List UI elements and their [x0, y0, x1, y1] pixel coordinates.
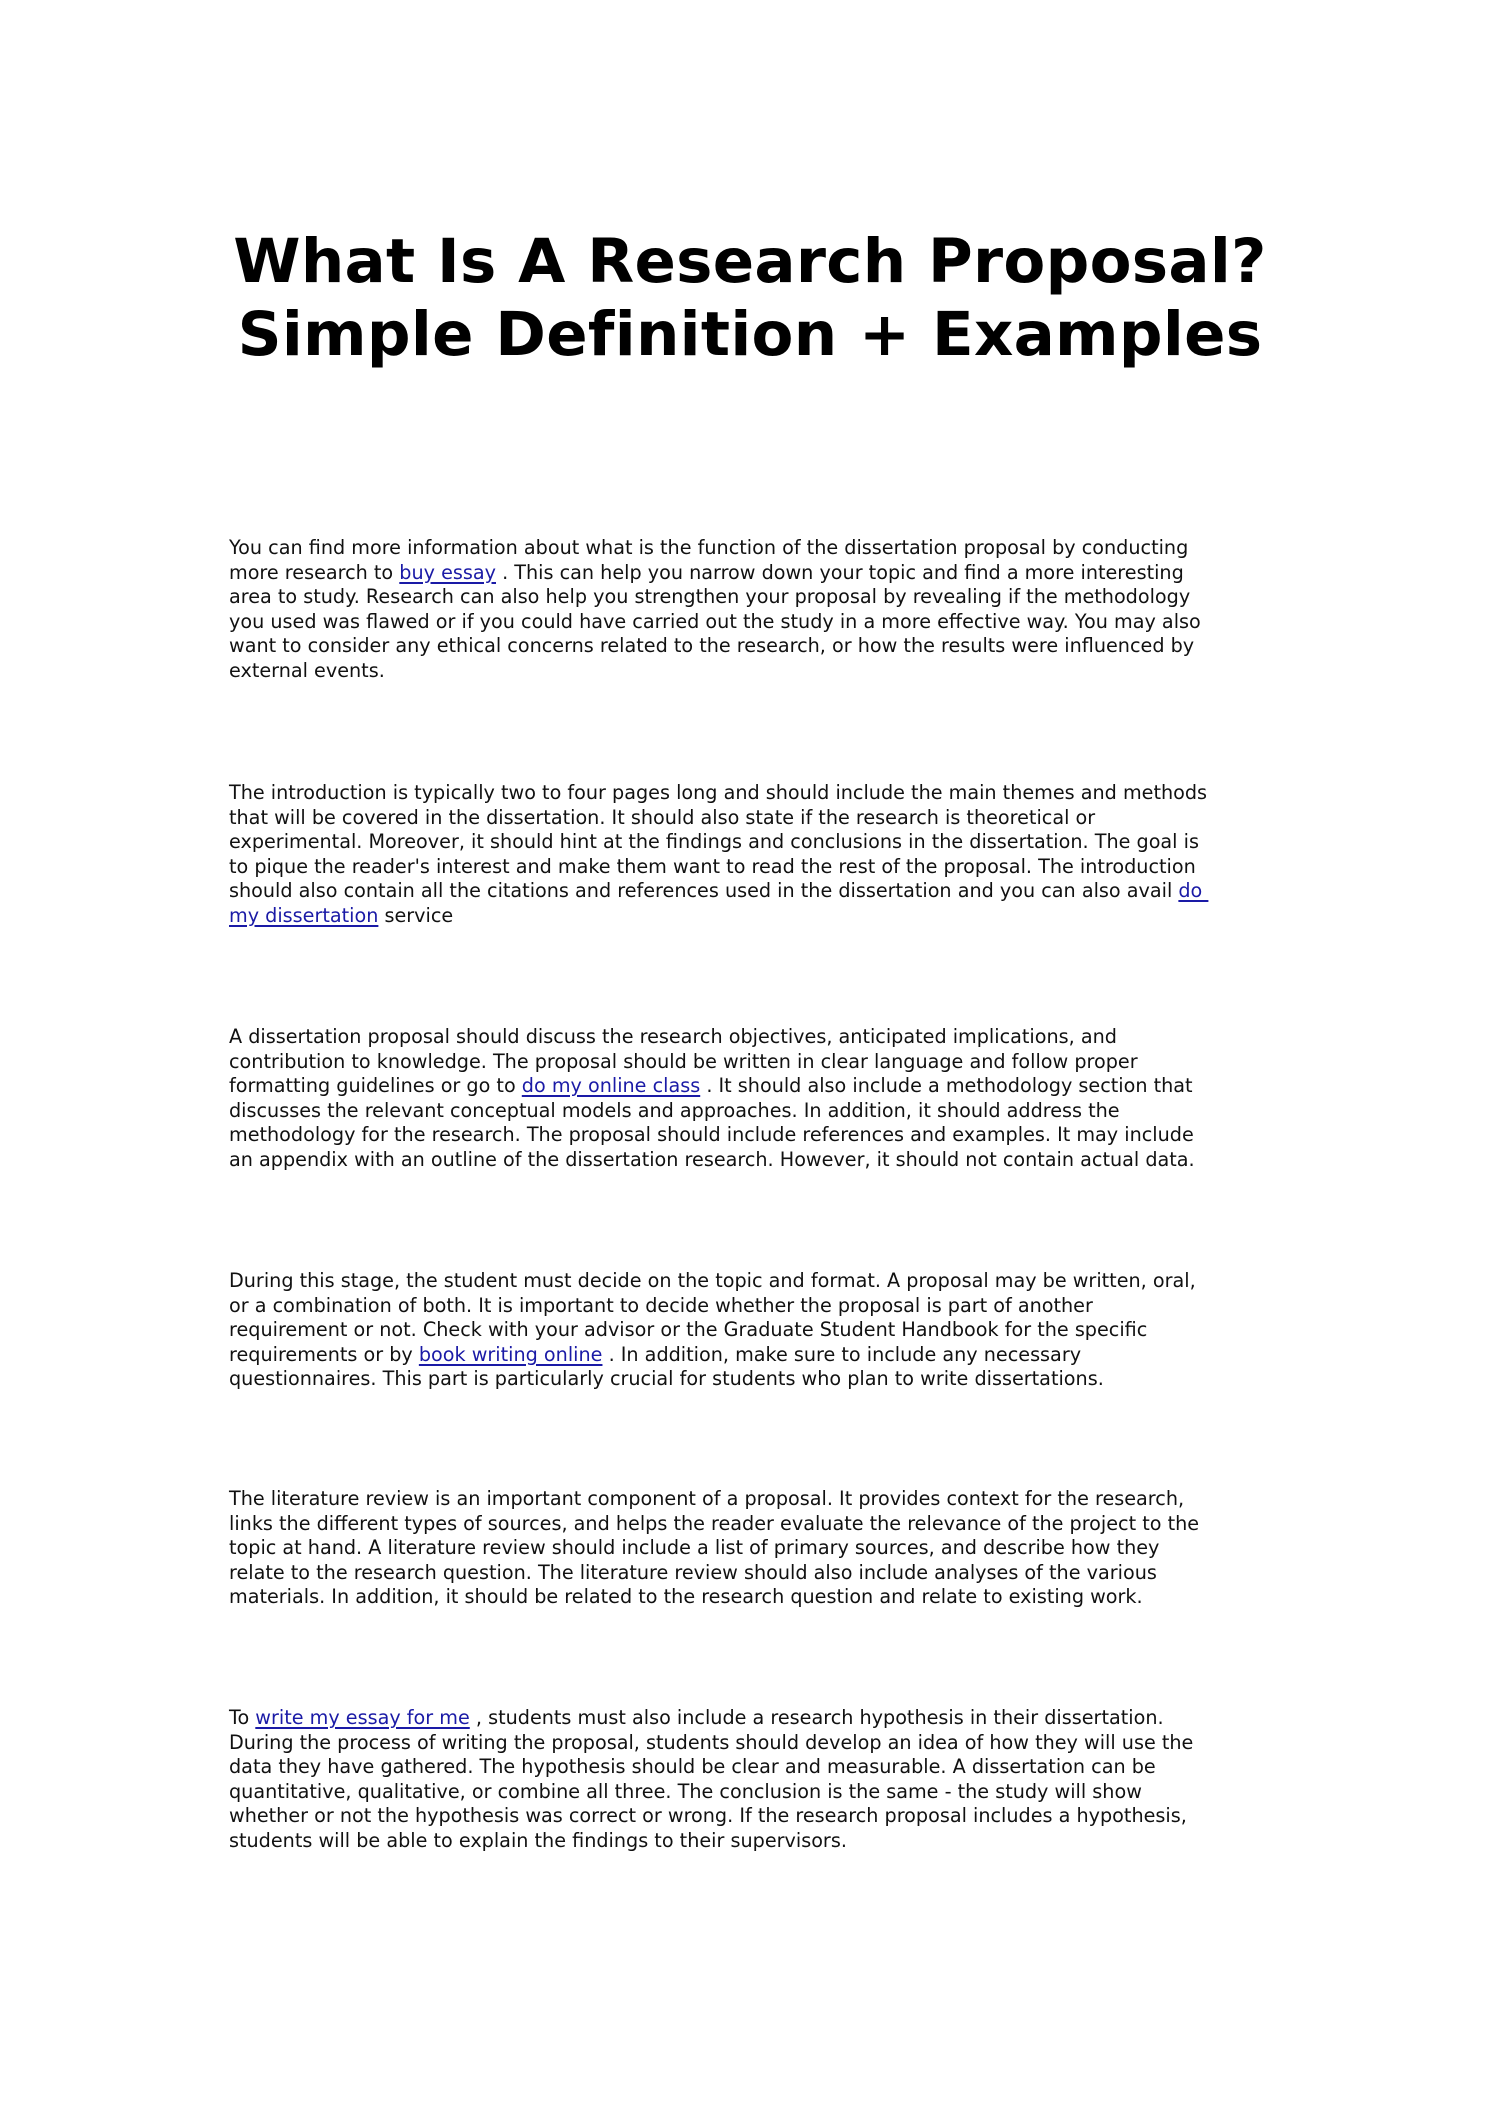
inline-link[interactable]: buy essay: [399, 560, 496, 584]
text-segment: requirement or not. Check with your advisor or the Graduate Student Handbook for the specific: [229, 1318, 1148, 1342]
text-segment: During this stage, the student must decide on the topic and format. A proposal may be written, oral,: [229, 1269, 1196, 1292]
page-title: [0, 225, 1500, 371]
text-segment: , students must also include a research hypothesis in their dissertation.: [469, 1706, 1164, 1729]
text-line: [229, 904, 1309, 929]
text-line: [229, 1148, 1309, 1173]
paragraph-hypothesis: [229, 1706, 1309, 1854]
text-line: [229, 879, 1309, 904]
text-line: [229, 806, 1309, 831]
text-segment: want to consider any ethical concerns related to the research, or how the results were influenced by: [229, 634, 1195, 658]
paragraph-topic-and-format: [229, 1269, 1309, 1392]
text-segment: that will be covered in the dissertation. It should also state if the research is theoretical or: [229, 805, 1096, 829]
text-segment: requirements or by: [229, 1342, 419, 1366]
text-line: [229, 781, 1309, 806]
text-line: [229, 1731, 1309, 1756]
text-segment: formatting guidelines or go to: [229, 1074, 522, 1098]
text-line: [229, 634, 1309, 659]
text-line: [229, 1123, 1309, 1148]
text-segment: . In addition, make sure to include any necessary: [602, 1342, 1082, 1366]
inline-link[interactable]: write my essay for me: [255, 1706, 470, 1729]
text-line: [229, 1343, 1309, 1368]
text-line: [229, 1099, 1309, 1124]
text-segment: students will be able to explain the findings to their supervisors.: [229, 1828, 847, 1852]
text-segment: service: [378, 903, 454, 927]
text-line: [229, 1512, 1309, 1537]
text-segment: or a combination of both. It is important to decide whether the proposal is part of another: [229, 1293, 1093, 1317]
text-segment: During the process of writing the proposal, students should develop an idea of how they will use the: [229, 1730, 1194, 1754]
text-segment: To: [229, 1706, 256, 1729]
text-segment: experimental. Moreover, it should hint at the findings and conclusions in the dissertation. The goal is: [229, 830, 1199, 854]
inline-link[interactable]: book writing online: [418, 1342, 603, 1366]
text-line: [229, 1367, 1309, 1392]
text-line: [229, 1780, 1309, 1805]
paragraph-function-of-proposal: [229, 536, 1309, 684]
text-line: [229, 1829, 1309, 1854]
text-segment: The introduction is typically two to four pages long and should include the main themes and methods: [229, 781, 1208, 804]
text-segment: you used was flawed or if you could have carried out the study in a more effective way. You may also: [229, 609, 1201, 633]
text-segment: area to study. Research can also help you strengthen your proposal by revealing if the methodology: [229, 585, 1191, 609]
text-line: [229, 1755, 1309, 1780]
text-segment: an appendix with an outline of the dissertation research. However, it should not contain actual data.: [229, 1147, 1195, 1171]
text-line: [229, 1294, 1309, 1319]
text-line: [229, 1706, 1309, 1731]
inline-link[interactable]: do: [1178, 879, 1209, 903]
text-line: [229, 1487, 1309, 1512]
text-line: [229, 1074, 1309, 1099]
text-line: [229, 659, 1309, 684]
text-segment: quantitative, qualitative, or combine all three. The conclusion is the same - the study will show: [229, 1779, 1142, 1803]
text-segment: The literature review is an important component of a proposal. It provides context for the research,: [229, 1487, 1185, 1510]
text-segment: links the different types of sources, and helps the reader evaluate the relevance of the project to the: [229, 1511, 1200, 1535]
text-line: [229, 1050, 1309, 1075]
text-segment: . This can help you narrow down your topic and find a more interesting: [496, 560, 1184, 584]
title-line-2: Simple Definition + Examples: [237, 298, 1263, 370]
text-line: [229, 561, 1309, 586]
text-line: [229, 610, 1309, 635]
paragraph-introduction: [229, 781, 1309, 929]
text-line: [229, 1025, 1309, 1050]
text-segment: more research to: [229, 560, 400, 584]
text-segment: to pique the reader's interest and make them want to read the rest of the proposal. The introduction: [229, 854, 1196, 878]
title-line-1: What Is A Research Proposal?: [233, 225, 1267, 297]
inline-link[interactable]: do my online class: [521, 1074, 701, 1098]
text-segment: discusses the relevant conceptual models and approaches. In addition, it should address the: [229, 1098, 1120, 1122]
text-segment: topic at hand. A literature review should include a list of primary sources, and describe how they: [229, 1536, 1160, 1560]
text-line: [229, 1318, 1309, 1343]
text-line: [229, 1585, 1309, 1610]
text-segment: whether or not the hypothesis was correct or wrong. If the research proposal includes a hypothesis,: [229, 1804, 1187, 1828]
text-segment: contribution to knowledge. The proposal should be written in clear language and follow proper: [229, 1049, 1138, 1073]
text-line: [229, 1269, 1309, 1294]
text-segment: . It should also include a methodology section that: [700, 1074, 1193, 1098]
text-line: [229, 830, 1309, 855]
paragraph-objectives: [229, 1025, 1309, 1173]
text-segment: methodology for the research. The proposal should include references and examples. It may include: [229, 1123, 1194, 1147]
text-line: [229, 1804, 1309, 1829]
text-segment: A dissertation proposal should discuss the research objectives, anticipated implications, and: [229, 1025, 1117, 1048]
text-line: [229, 855, 1309, 880]
text-segment: You can find more information about what is the function of the dissertation proposal by conducting: [229, 536, 1189, 559]
text-segment: materials. In addition, it should be related to the research question and relate to existing work.: [229, 1585, 1143, 1609]
text-segment: should also contain all the citations and references used in the dissertation and you can also avail: [229, 879, 1179, 903]
text-segment: questionnaires. This part is particularly crucial for students who plan to write dissertations.: [229, 1367, 1104, 1391]
text-line: [229, 536, 1309, 561]
text-line: [229, 1561, 1309, 1586]
text-segment: external events.: [229, 658, 385, 682]
text-line: [229, 1536, 1309, 1561]
text-segment: data they have gathered. The hypothesis should be clear and measurable. A dissertation can be: [229, 1755, 1156, 1779]
inline-link[interactable]: my dissertation: [229, 903, 379, 927]
text-line: [229, 585, 1309, 610]
text-segment: relate to the research question. The literature review should also include analyses of the various: [229, 1560, 1157, 1584]
paragraph-literature-review: [229, 1487, 1309, 1610]
